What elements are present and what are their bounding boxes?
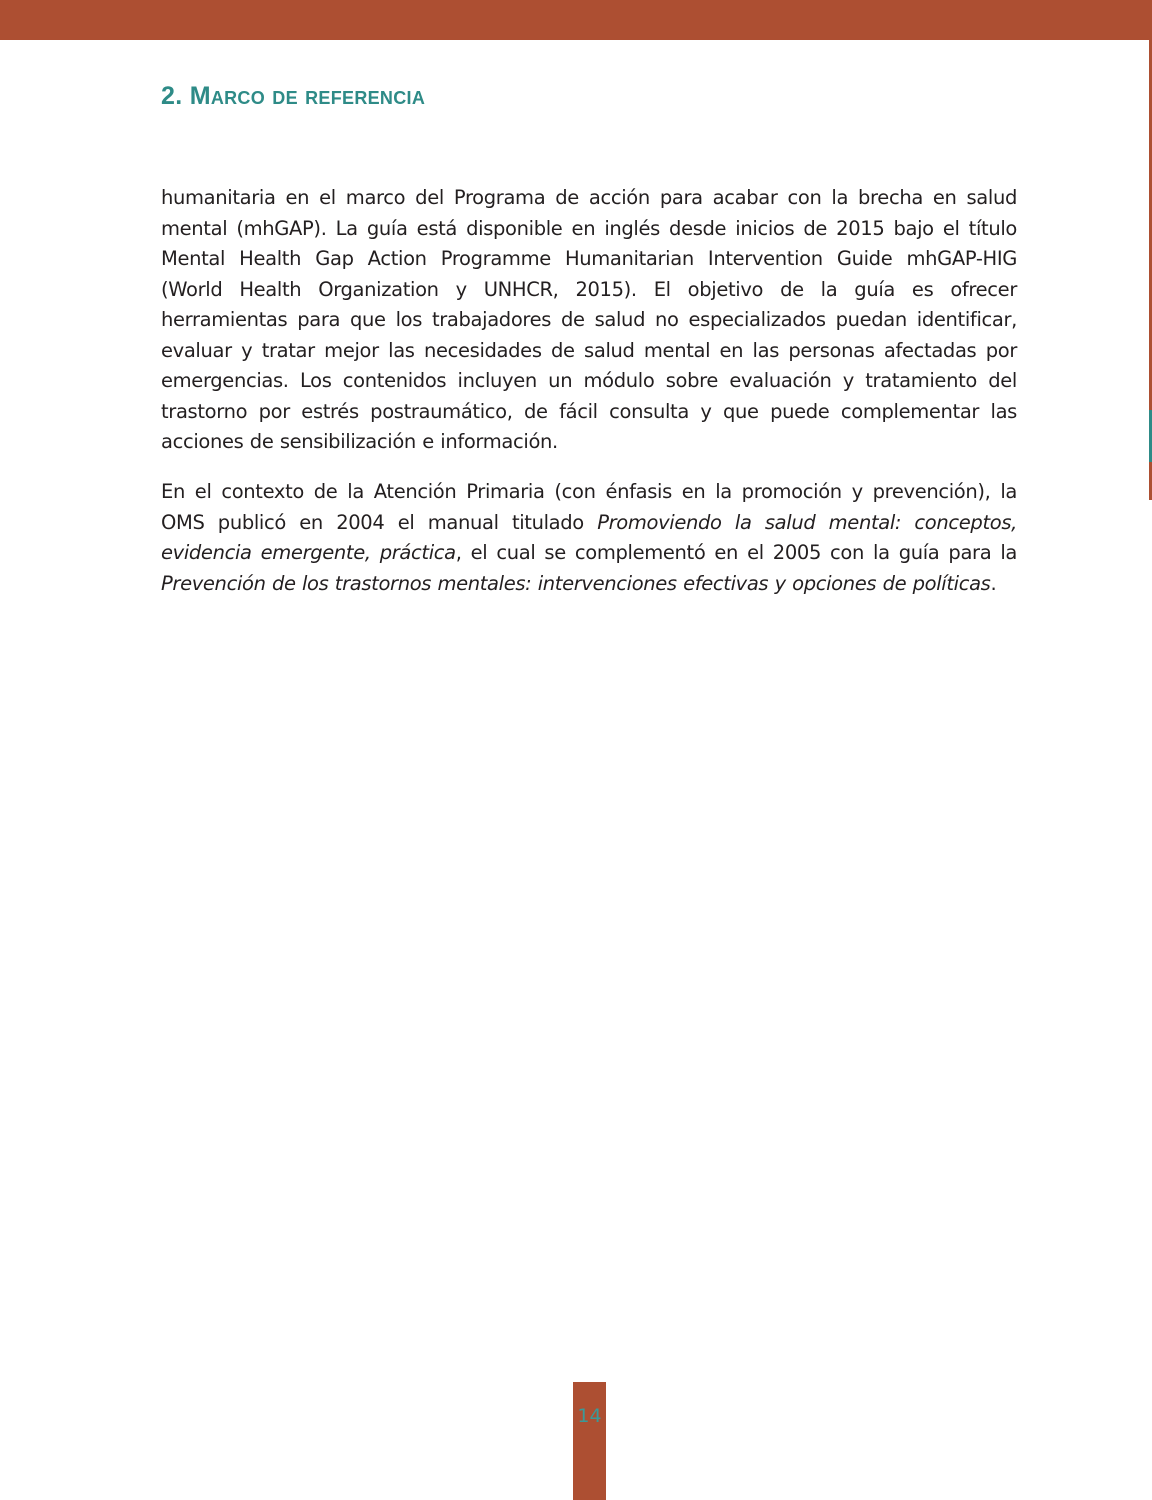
- paragraph-text: , el cual se complementó en el 2005 con la guía para la: [455, 541, 1018, 564]
- section-heading: 2. Marco de referencia: [161, 82, 426, 110]
- paragraph-primary-care: [161, 477, 1017, 599]
- paragraph-text: .: [990, 571, 997, 595]
- paragraph-text: En el contexto de la Atención Primaria (con énfasis en la promoción y prevención), la OMS publicó en 2004 el manual titulado: [161, 480, 1017, 534]
- book-title-promoviendo: Promoviendo la salud mental: conceptos, evidencia emergente, práctica: [161, 510, 1017, 564]
- book-title-prevencion: Prevención de los trastornos mentales: intervenciones efectivas y opciones de políticas: [161, 571, 991, 595]
- header-bar: [0, 0, 1152, 40]
- page-number-tab: [573, 1382, 606, 1500]
- paragraph-mhgap-guide: humanitaria en el marco del Programa de acción para acabar con la brecha en salud mental (mhGAP). La guía está disponible en inglés desde inicios de 2015 bajo el título Mental Health Gap Action Programme Humanitarian Intervention Guide mhGAP-HIG (World Health Organization y UNHCR, 2015). El objetivo de la guía es ofrecer herramientas para que los trabajadores de salud no especializados puedan identificar, evaluar y tratar mejor las necesidades de salud mental en las personas afectadas por emergencias. Los contenidos incluyen un módulo sobre evaluación y tratamiento del trastorno por estrés postraumático, de fácil consulta y que puede complementar las acciones de sensibilización e información.: [161, 186, 1017, 453]
- page-number: 14: [577, 1405, 602, 1427]
